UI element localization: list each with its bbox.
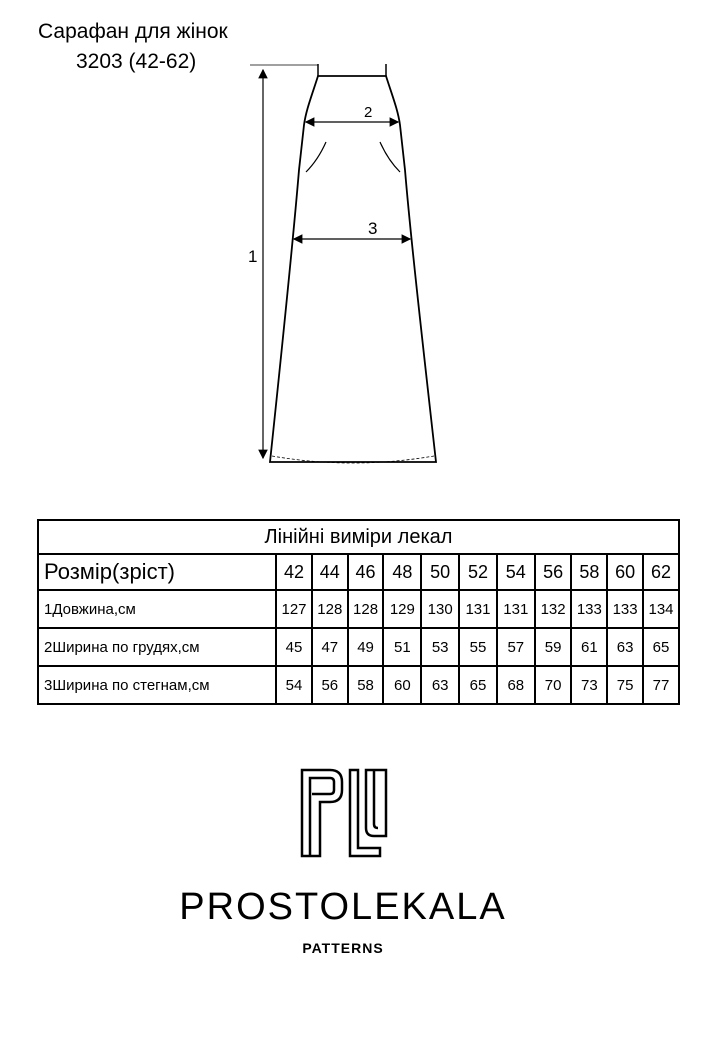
value-cell: 45 [276,628,312,666]
size-cell: 56 [535,554,572,590]
size-cell: 42 [276,554,312,590]
table-title: Лінійні виміри лекал [38,520,679,554]
value-cell: 129 [383,590,421,628]
value-cell: 131 [459,590,497,628]
value-cell: 130 [421,590,459,628]
bust-row [38,628,679,666]
value-cell: 49 [348,628,384,666]
value-cell: 127 [276,590,312,628]
value-cell: 61 [571,628,607,666]
value-cell: 63 [421,666,459,704]
hip-row [38,666,679,704]
value-cell: 53 [421,628,459,666]
length-row [38,590,679,628]
value-cell: 57 [497,628,535,666]
measurements-table [37,519,680,705]
value-cell: 59 [535,628,572,666]
size-label: Розмір(зріст) [38,554,276,590]
brand-subtitle: PATTERNS [302,940,384,956]
brand-name: PROSTOLEKALA [179,886,507,928]
brand-logo-icon [300,768,390,860]
size-header-row [38,554,679,590]
value-cell: 65 [643,628,679,666]
model-number: 3203 (42-62) [76,50,197,73]
value-cell: 134 [643,590,679,628]
length-label: 1 [248,247,258,266]
value-cell: 55 [459,628,497,666]
size-cell: 54 [497,554,535,590]
hip-label: 3 [368,219,378,238]
bust-label: 2 [364,104,373,121]
value-cell: 60 [383,666,421,704]
size-cell: 58 [571,554,607,590]
value-cell: 68 [497,666,535,704]
value-cell: 65 [459,666,497,704]
value-cell: 73 [571,666,607,704]
size-cell: 50 [421,554,459,590]
value-cell: 70 [535,666,572,704]
size-cell: 62 [643,554,679,590]
value-cell: 133 [607,590,643,628]
row-label: 2Ширина по грудях,см [38,628,276,666]
value-cell: 58 [348,666,384,704]
dress-sketch [0,0,703,500]
value-cell: 132 [535,590,572,628]
row-label: 1Довжина,см [38,590,276,628]
value-cell: 75 [607,666,643,704]
value-cell: 77 [643,666,679,704]
size-cell: 60 [607,554,643,590]
value-cell: 63 [607,628,643,666]
size-cell: 48 [383,554,421,590]
size-cell: 44 [312,554,348,590]
value-cell: 131 [497,590,535,628]
size-cell: 52 [459,554,497,590]
size-cell: 46 [348,554,384,590]
garment-title: Сарафан для жінок [38,20,228,43]
value-cell: 133 [571,590,607,628]
value-cell: 56 [312,666,348,704]
value-cell: 51 [383,628,421,666]
value-cell: 128 [348,590,384,628]
row-label: 3Ширина по стегнам,см [38,666,276,704]
value-cell: 128 [312,590,348,628]
value-cell: 54 [276,666,312,704]
value-cell: 47 [312,628,348,666]
